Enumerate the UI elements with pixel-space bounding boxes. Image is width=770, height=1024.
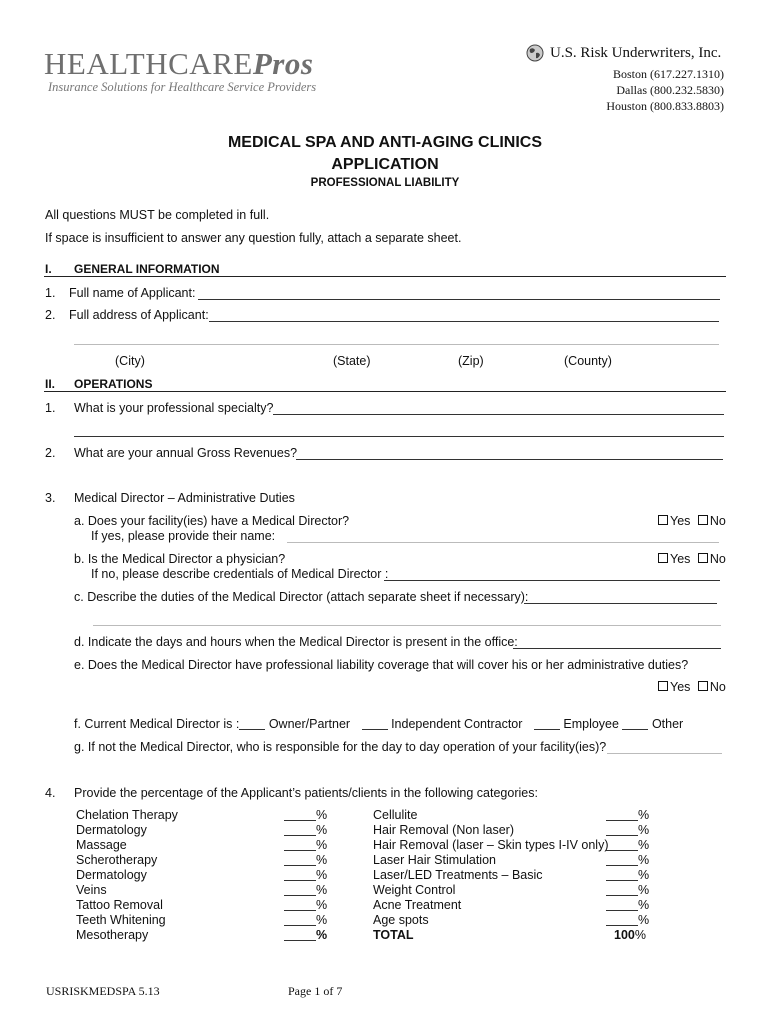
percent-blank[interactable] (606, 810, 638, 821)
globe-icon (526, 44, 544, 62)
percent-sign: % (638, 898, 650, 912)
percent-blank[interactable] (284, 870, 316, 881)
section1-title: GENERAL INFORMATION (74, 262, 220, 276)
percent-sign: % (634, 928, 646, 942)
s2-q1-label: What is your professional specialty? (74, 401, 274, 415)
s2-q3e-label: e. Does the Medical Director have professional liability coverage that will cover his or her administrative duties? (74, 658, 689, 672)
total-label: TOTAL (373, 928, 414, 942)
office-dallas: Dallas (800.232.5830) (616, 83, 724, 97)
percent-sign: % (316, 808, 328, 822)
percent-blank[interactable] (284, 915, 316, 926)
percent-sign: % (638, 838, 650, 852)
s2-q3-label: Medical Director – Administrative Duties (74, 491, 295, 505)
q3a-answer (658, 514, 726, 528)
employee-blank[interactable] (534, 719, 560, 730)
percent-blank[interactable] (284, 810, 316, 821)
independent-contractor-blank[interactable] (362, 719, 388, 730)
percent-blank[interactable] (606, 855, 638, 866)
specialty-field[interactable] (273, 414, 724, 415)
q3a-yes-checkbox[interactable] (658, 515, 668, 525)
section1-number: I. (45, 262, 52, 276)
category-label: Mesotherapy (76, 928, 149, 942)
category-percent-field[interactable] (606, 808, 649, 822)
s2-q3f-row (74, 717, 683, 731)
category-label: Acne Treatment (373, 898, 462, 912)
q3e-yes-label: Yes (670, 680, 691, 694)
percent-sign: % (638, 913, 650, 927)
percent-blank[interactable] (606, 885, 638, 896)
applicant-name-field[interactable] (198, 299, 720, 300)
zip-label: (Zip) (458, 354, 484, 368)
percent-blank[interactable] (284, 885, 316, 896)
section2-rule (44, 391, 726, 392)
medical-director-credentials-field[interactable] (384, 580, 720, 581)
category-label: Massage (76, 838, 127, 852)
percent-blank[interactable] (606, 840, 638, 851)
category-label: Teeth Whitening (76, 913, 166, 927)
percent-blank[interactable] (284, 825, 316, 836)
medical-director-duties-field[interactable] (524, 603, 717, 604)
s2-q1-number: 1. (45, 401, 56, 415)
percent-sign: % (316, 883, 328, 897)
category-label: Laser/LED Treatments – Basic (373, 868, 543, 882)
q3b-no-checkbox[interactable] (698, 553, 708, 563)
category-percent-field[interactable] (606, 838, 649, 852)
q3e-yes-checkbox[interactable] (658, 681, 668, 691)
category-label: Chelation Therapy (76, 808, 178, 822)
company-name: U.S. Risk Underwriters, Inc. (550, 45, 722, 61)
q3b-no-label: No (709, 552, 726, 566)
s2-q3d-label: d. Indicate the days and hours when the Medical Director is present in the office: (74, 635, 518, 649)
percent-blank[interactable] (284, 900, 316, 911)
category-percent-field[interactable] (606, 853, 649, 867)
logo-tagline: Insurance Solutions for Healthcare Service Providers (48, 80, 317, 94)
category-percent-field[interactable] (284, 928, 327, 942)
percent-sign: % (638, 853, 650, 867)
s2-q3f-label: f. Current Medical Director is : (74, 717, 240, 731)
q3b-yes-checkbox[interactable] (658, 553, 668, 563)
city-label: (City) (115, 354, 145, 368)
s2-q3g-label: g. If not the Medical Director, who is responsible for the day to day operation of your facility(ies)? (74, 740, 607, 754)
option-owner-partner: Owner/Partner (268, 717, 351, 731)
intro-line2: If space is insufficient to answer any question fully, attach a separate sheet. (45, 231, 462, 245)
category-label: Hair Removal (Non laser) (373, 823, 515, 837)
option-employee: Employee (563, 717, 619, 731)
s1-q1-label: Full name of Applicant: (69, 286, 196, 300)
percent-blank[interactable] (284, 840, 316, 851)
percent-blank[interactable] (606, 900, 638, 911)
category-percent-field[interactable] (284, 868, 327, 882)
percent-blank[interactable] (284, 930, 316, 941)
s1-q2-label: Full address of Applicant: (69, 308, 209, 322)
percent-blank[interactable] (284, 855, 316, 866)
option-independent-contractor: Independent Contractor (391, 717, 523, 731)
day-to-day-operator-field[interactable] (607, 753, 722, 754)
percent-sign: % (316, 838, 328, 852)
applicant-address-field[interactable] (209, 321, 719, 322)
total-value: 100 (614, 928, 635, 942)
category-label: Cellulite (373, 808, 418, 822)
category-label: Tattoo Removal (76, 898, 163, 912)
category-percent-field[interactable] (284, 898, 327, 912)
s2-q4-number: 4. (45, 786, 56, 800)
county-label: (County) (564, 354, 612, 368)
category-percent-field[interactable] (284, 823, 327, 837)
category-label: Hair Removal (laser – Skin types I-IV only) (373, 838, 609, 852)
percent-sign: % (638, 868, 650, 882)
percent-blank[interactable] (606, 870, 638, 881)
other-blank[interactable] (622, 719, 648, 730)
s2-q3a-label: a. Does your facility(ies) have a Medical Director? (74, 514, 350, 528)
q3e-no-checkbox[interactable] (698, 681, 708, 691)
category-label: Weight Control (373, 883, 456, 897)
form-title-line2: APPLICATION (331, 156, 439, 173)
medical-director-name-field[interactable] (287, 542, 719, 543)
category-percent-field[interactable] (606, 913, 649, 927)
s2-q3b-sub-label: If no, please describe credentials of Medical Director : (91, 567, 389, 581)
percent-sign: % (638, 823, 650, 837)
percent-sign: % (638, 808, 650, 822)
s2-q3c-label: c. Describe the duties of the Medical Director (attach separate sheet if necessary): (74, 590, 529, 604)
percent-sign: % (316, 913, 328, 927)
option-other: Other (651, 717, 684, 731)
category-percent-field[interactable] (284, 838, 327, 852)
logo (44, 46, 313, 82)
logo-pros-text: Pros (252, 46, 314, 81)
applicant-address-field-line2[interactable] (74, 344, 719, 345)
section1-rule (44, 276, 726, 277)
s1-q1-number: 1. (45, 286, 56, 300)
q3e-answer (658, 680, 726, 694)
s1-q2-number: 2. (45, 308, 56, 322)
page-number: Page 1 of 7 (288, 984, 343, 998)
office-houston: Houston (800.833.8803) (606, 99, 724, 113)
section2-number: II. (45, 377, 56, 391)
percent-sign: % (638, 883, 650, 897)
intro-line1: All questions MUST be completed in full. (45, 208, 270, 222)
category-percent-field[interactable] (606, 898, 649, 912)
category-label: Scherotherapy (76, 853, 158, 867)
total-percent (614, 928, 646, 942)
q3b-yes-label: Yes (670, 552, 691, 566)
q3b-answer (658, 552, 726, 566)
office-boston: Boston (617.227.1310) (613, 67, 724, 81)
category-percent-field[interactable] (606, 823, 649, 837)
percent-blank[interactable] (606, 915, 638, 926)
q3e-no-label: No (709, 680, 726, 694)
q3a-yes-label: Yes (670, 514, 691, 528)
form-subtitle: PROFESSIONAL LIABILITY (310, 177, 460, 189)
s2-q3a-sub-label: If yes, please provide their name: (91, 529, 276, 543)
category-label: Age spots (373, 913, 429, 927)
percent-sign: % (316, 898, 328, 912)
form-code: USRISKMEDSPA 5.13 (46, 984, 160, 998)
category-percent-field[interactable] (606, 868, 649, 882)
percent-blank[interactable] (606, 825, 638, 836)
q3a-no-checkbox[interactable] (698, 515, 708, 525)
medical-director-hours-field[interactable] (513, 648, 721, 649)
category-percent-field[interactable] (284, 853, 327, 867)
category-label: Dermatology (76, 868, 147, 882)
logo-text: HEALTHCARE (44, 46, 253, 81)
s2-q2-number: 2. (45, 446, 56, 460)
percent-sign: % (316, 823, 328, 837)
section2-title: OPERATIONS (74, 377, 153, 391)
category-percent-field[interactable] (284, 913, 327, 927)
s2-q4-label: Provide the percentage of the Applicant’s patients/clients in the following categories: (74, 786, 538, 800)
category-label: Laser Hair Stimulation (373, 853, 496, 867)
category-percent-field[interactable] (606, 883, 649, 897)
percent-sign: % (316, 868, 328, 882)
s2-q2-label: What are your annual Gross Revenues? (74, 446, 298, 460)
s2-q3b-label: b. Is the Medical Director a physician? (74, 552, 286, 566)
percent-sign: % (316, 928, 328, 942)
specialty-field-line2[interactable] (74, 436, 724, 437)
s2-q3-number: 3. (45, 491, 56, 505)
category-percent-field[interactable] (284, 883, 327, 897)
owner-partner-blank[interactable] (239, 719, 265, 730)
category-percent-field[interactable] (284, 808, 327, 822)
medical-director-duties-field-line2[interactable] (93, 625, 721, 626)
percent-sign: % (316, 853, 328, 867)
form-title-line1: MEDICAL SPA AND ANTI-AGING CLINICS (227, 134, 543, 151)
state-label: (State) (333, 354, 371, 368)
q3a-no-label: No (709, 514, 726, 528)
gross-revenues-field[interactable] (296, 459, 723, 460)
category-label: Veins (76, 883, 107, 897)
category-label: Dermatology (76, 823, 147, 837)
